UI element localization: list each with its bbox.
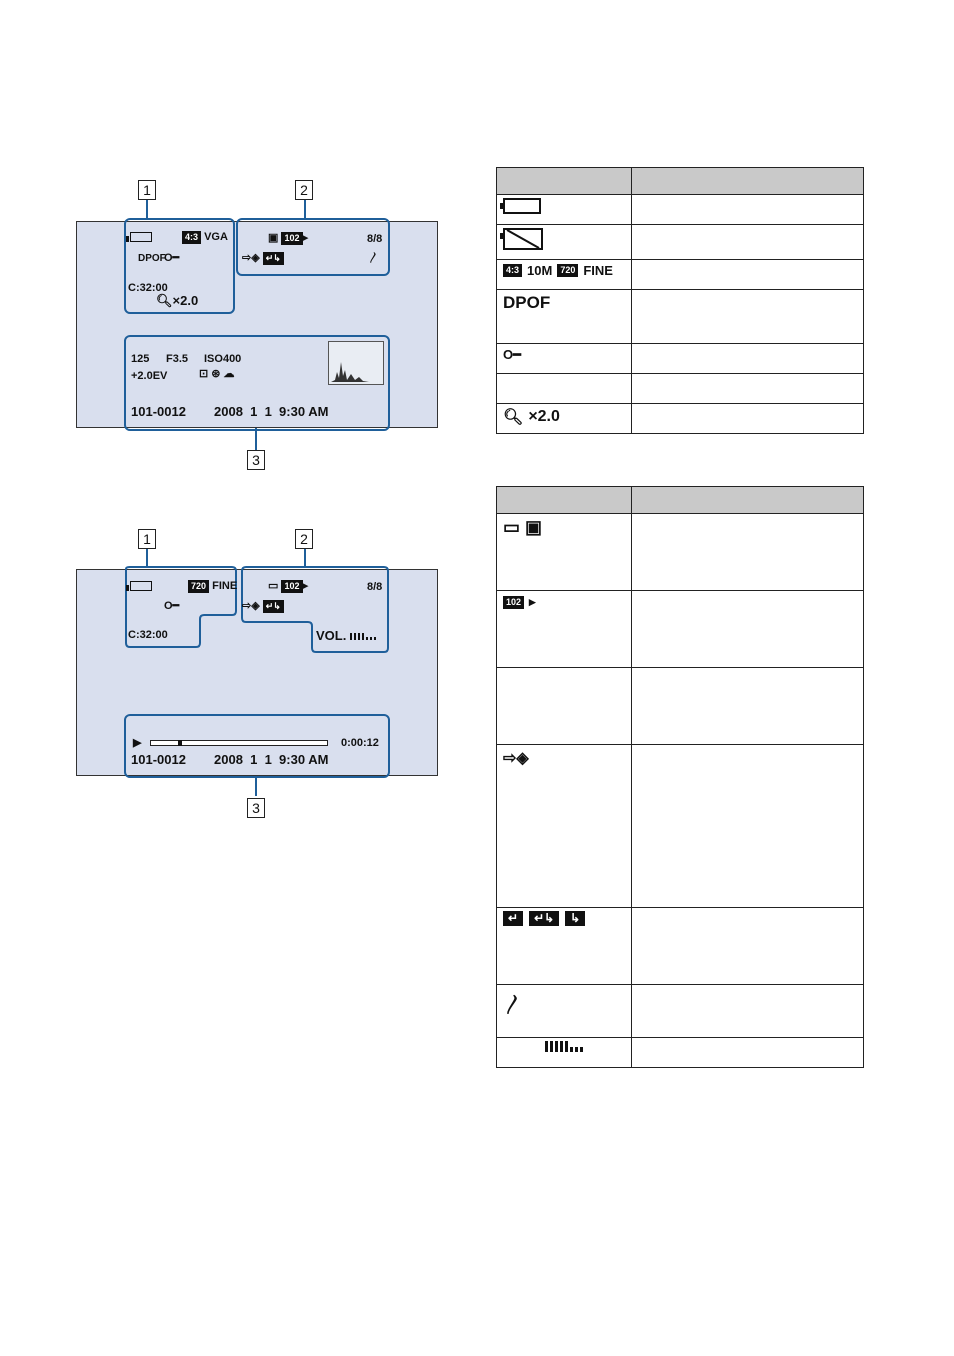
movie-quality-indicator [188, 580, 237, 593]
remaining-time: C:32:00 [128, 629, 168, 641]
pictbridge-icon: ⇨◈ ↵↳ [242, 252, 284, 265]
folder-indicator [497, 591, 631, 613]
image-size-label: 10M [527, 263, 553, 278]
folder-badge: 102 [281, 580, 302, 593]
quality-badge: 720 [188, 580, 209, 593]
image-count: 8/8 [367, 233, 383, 245]
table-row [497, 985, 864, 1038]
callout-1: 1 [138, 529, 156, 549]
leader-line [255, 428, 257, 450]
callout-3: 3 [247, 798, 265, 818]
table-row [497, 374, 864, 404]
leader-line [304, 200, 306, 220]
indicator-table-1 [496, 167, 864, 434]
dpof-label: DPOF [138, 253, 166, 264]
play-icon[interactable]: ▶ [133, 737, 142, 749]
playback-bar[interactable] [150, 740, 328, 746]
folder-return-icon: ↵ [503, 911, 523, 926]
histogram-graph [329, 342, 383, 384]
memory-card-icon: ▭ [268, 580, 279, 592]
aspect-badge: 4:3 [503, 264, 522, 277]
quality-label: FINE [212, 580, 238, 592]
quality-label: FINE [583, 263, 613, 278]
playback-position[interactable] [178, 740, 182, 746]
file-number: 101-0012 [131, 752, 186, 767]
change-folder-icon: ↵↳ [263, 600, 284, 613]
internal-memory-icon: ▣ [525, 517, 543, 537]
folder-indicator [268, 580, 308, 593]
ev-value: +2.0EV [131, 370, 168, 382]
battery-icon [130, 232, 152, 245]
table-header [497, 168, 864, 195]
battery-icon [130, 581, 152, 594]
key-icon: O━ [164, 600, 180, 612]
indicator-table-2 [496, 486, 864, 1068]
print-icon: 〳 [368, 252, 379, 264]
table-row [497, 591, 864, 668]
table-row [497, 908, 864, 985]
magnifier-icon: 🔍︎ [156, 293, 173, 308]
play-arrow-icon: ▸ [529, 594, 536, 609]
metering-flash-icons: ⊡ ⊛ ☁ [199, 368, 235, 380]
aspect-badge: 4:3 [182, 231, 201, 244]
folder-badge: 102 [503, 596, 524, 609]
table-row [497, 344, 864, 374]
pictbridge-icon: ⇨◈ [503, 750, 529, 767]
recording-date: 2008 1 1 9:30 AM [214, 752, 329, 767]
key-icon: O━ [164, 252, 180, 264]
table-row [497, 225, 864, 260]
volume-indicator: VOL. [316, 630, 376, 642]
table-row [497, 195, 864, 225]
image-count: 8/8 [367, 581, 383, 593]
table-row [497, 404, 864, 434]
callout-1: 1 [138, 180, 156, 200]
callout-2: 2 [295, 529, 313, 549]
volume-bars [350, 633, 376, 640]
file-number: 101-0012 [131, 404, 186, 419]
table-row [497, 668, 864, 745]
play-arrow-icon: ▸ [302, 580, 309, 592]
table-header [497, 487, 864, 514]
table-row [497, 745, 864, 908]
quality-badge: 720 [557, 264, 578, 277]
image-size-indicator [497, 260, 631, 281]
pictbridge-icon: ⇨◈ ↵↳ [242, 600, 284, 613]
iso-value: ISO400 [204, 353, 242, 365]
dpof-label: DPOF [503, 293, 551, 312]
battery-icon [503, 198, 541, 214]
table-row [497, 1038, 864, 1068]
histogram [328, 341, 384, 385]
image-size-indicator [182, 231, 228, 244]
table-row [497, 260, 864, 290]
print-icon: 〳 [503, 994, 523, 1016]
leader-line [146, 200, 148, 220]
volume-bars [545, 1041, 583, 1052]
table-row [497, 290, 864, 344]
still-zone-2 [236, 218, 390, 276]
shutter-speed: 125 [131, 353, 150, 365]
zoom-indicator: 🔍︎ ×2.0 [503, 408, 560, 426]
folder-indicator [268, 232, 308, 245]
change-folder-icon: ↵↳ [263, 252, 284, 265]
battery-empty-icon [503, 228, 543, 250]
aperture-value: F3.5 [166, 353, 189, 365]
recording-date: 2008 1 1 9:30 AM [214, 404, 329, 419]
memory-card-icon: ▭ [503, 517, 521, 537]
playback-time: 0:00:12 [341, 737, 379, 749]
remaining-time: C:32:00 [128, 282, 168, 294]
callout-2: 2 [295, 180, 313, 200]
magnifier-icon: 🔍︎ [503, 409, 524, 426]
change-folder-icon: ↵↳ [529, 911, 559, 926]
internal-memory-icon: ▣ [268, 232, 279, 244]
callout-3: 3 [247, 450, 265, 470]
key-icon: O━ [503, 347, 521, 362]
folder-badge: 102 [281, 232, 302, 245]
table-row [497, 514, 864, 591]
image-size-label: VGA [204, 231, 228, 243]
zoom-indicator: 🔍︎×2.0 [156, 293, 199, 308]
folder-forward-icon: ↳ [565, 911, 585, 926]
play-arrow-icon: ▸ [302, 232, 309, 244]
leader-line [255, 776, 257, 796]
